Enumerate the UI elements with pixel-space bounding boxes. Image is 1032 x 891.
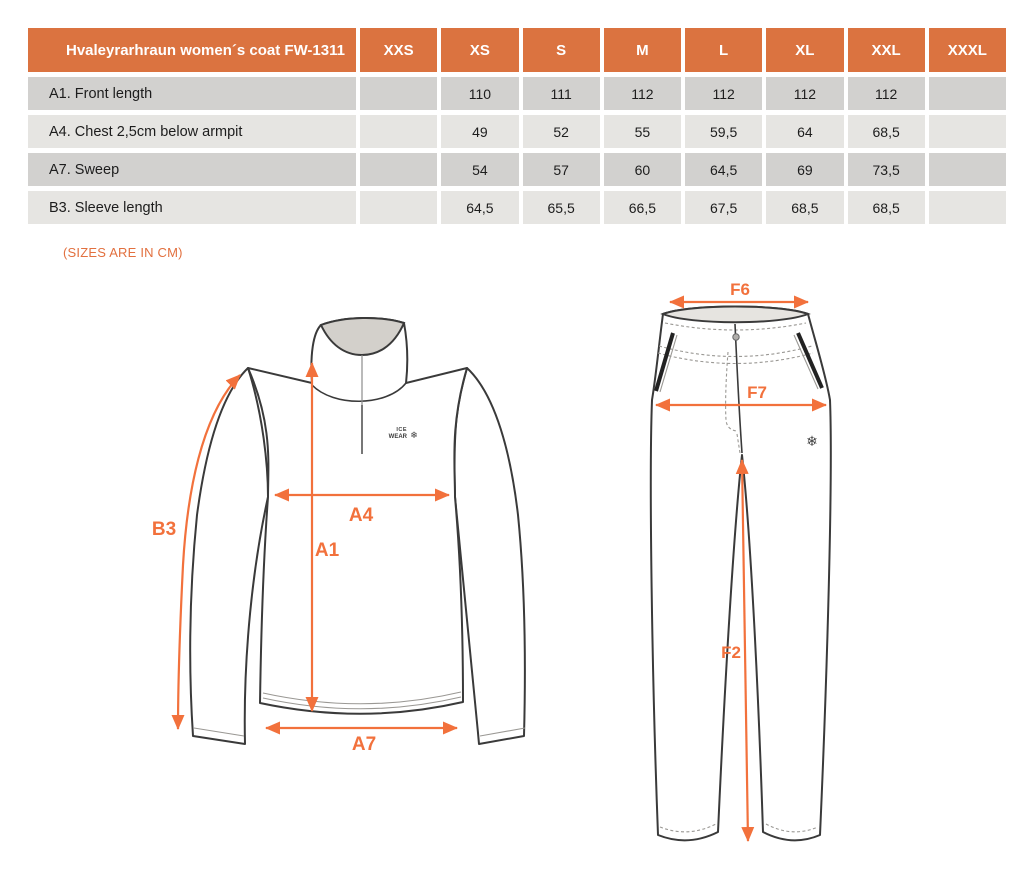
f2-label: F2: [721, 643, 741, 662]
size-cell: 60: [604, 153, 681, 186]
size-cell: [929, 191, 1006, 224]
size-cell: 68,5: [848, 115, 925, 148]
size-header-xxl: XXL: [848, 28, 925, 72]
a7-label: A7: [351, 734, 377, 755]
jacket-left-sleeve: [190, 368, 268, 744]
size-cell: [360, 153, 437, 186]
size-cell: [929, 153, 1006, 186]
size-cell: 67,5: [685, 191, 762, 224]
size-cell: 55: [604, 115, 681, 148]
size-cell: 52: [523, 115, 600, 148]
size-cell: [360, 77, 437, 110]
size-cell: [360, 115, 437, 148]
jacket-right-sleeve: [455, 368, 526, 744]
b3-label: B3: [151, 519, 177, 540]
size-header-xl: XL: [766, 28, 843, 72]
size-cell: 112: [848, 77, 925, 110]
waist-button: [733, 334, 739, 340]
size-cell: 112: [766, 77, 843, 110]
f7-label: F7: [747, 383, 767, 402]
size-header-s: S: [523, 28, 600, 72]
size-table: [28, 28, 1006, 224]
size-cell: 68,5: [766, 191, 843, 224]
waist-opening: [663, 307, 808, 323]
size-cell: 54: [441, 153, 518, 186]
row-label: A7. Sweep: [28, 153, 356, 186]
size-header-xs: XS: [441, 28, 518, 72]
size-cell: 111: [523, 77, 600, 110]
row-label: B3. Sleeve length: [28, 191, 356, 224]
a4-label: A4: [348, 505, 374, 526]
snowflake-icon: ❄: [410, 430, 418, 440]
size-cell: 68,5: [848, 191, 925, 224]
size-cell: 64: [766, 115, 843, 148]
size-cell: 64,5: [685, 153, 762, 186]
a1-label: A1: [314, 540, 340, 561]
size-cell: 110: [441, 77, 518, 110]
snowflake-icon: ❄: [806, 433, 818, 449]
svg-text:WEAR: WEAR: [388, 434, 407, 440]
size-header-l: L: [685, 28, 762, 72]
table-title: Hvaleyrarhraun women´s coat FW-1311: [28, 28, 356, 72]
size-cell: 59,5: [685, 115, 762, 148]
size-cell: [360, 191, 437, 224]
f6-label: F6: [730, 280, 750, 299]
size-cell: 69: [766, 153, 843, 186]
size-cell: 65,5: [523, 191, 600, 224]
svg-text:ICE: ICE: [396, 427, 407, 433]
size-cell: 73,5: [848, 153, 925, 186]
sizes-in-cm-note: (SIZES ARE IN CM): [63, 245, 183, 260]
size-header-xxxl: XXXL: [929, 28, 1006, 72]
size-cell: 66,5: [604, 191, 681, 224]
size-header-xxs: XXS: [360, 28, 437, 72]
row-label: A4. Chest 2,5cm below armpit: [28, 115, 356, 148]
size-cell: 49: [441, 115, 518, 148]
jacket-measurement-diagram: [135, 295, 575, 770]
pants-measurement-diagram: [630, 278, 855, 878]
size-header-m: M: [604, 28, 681, 72]
size-cell: 57: [523, 153, 600, 186]
size-cell: 112: [685, 77, 762, 110]
row-label: A1. Front length: [28, 77, 356, 110]
size-cell: 112: [604, 77, 681, 110]
size-cell: [929, 77, 1006, 110]
size-cell: [929, 115, 1006, 148]
pants-body: [651, 307, 831, 841]
size-cell: 64,5: [441, 191, 518, 224]
